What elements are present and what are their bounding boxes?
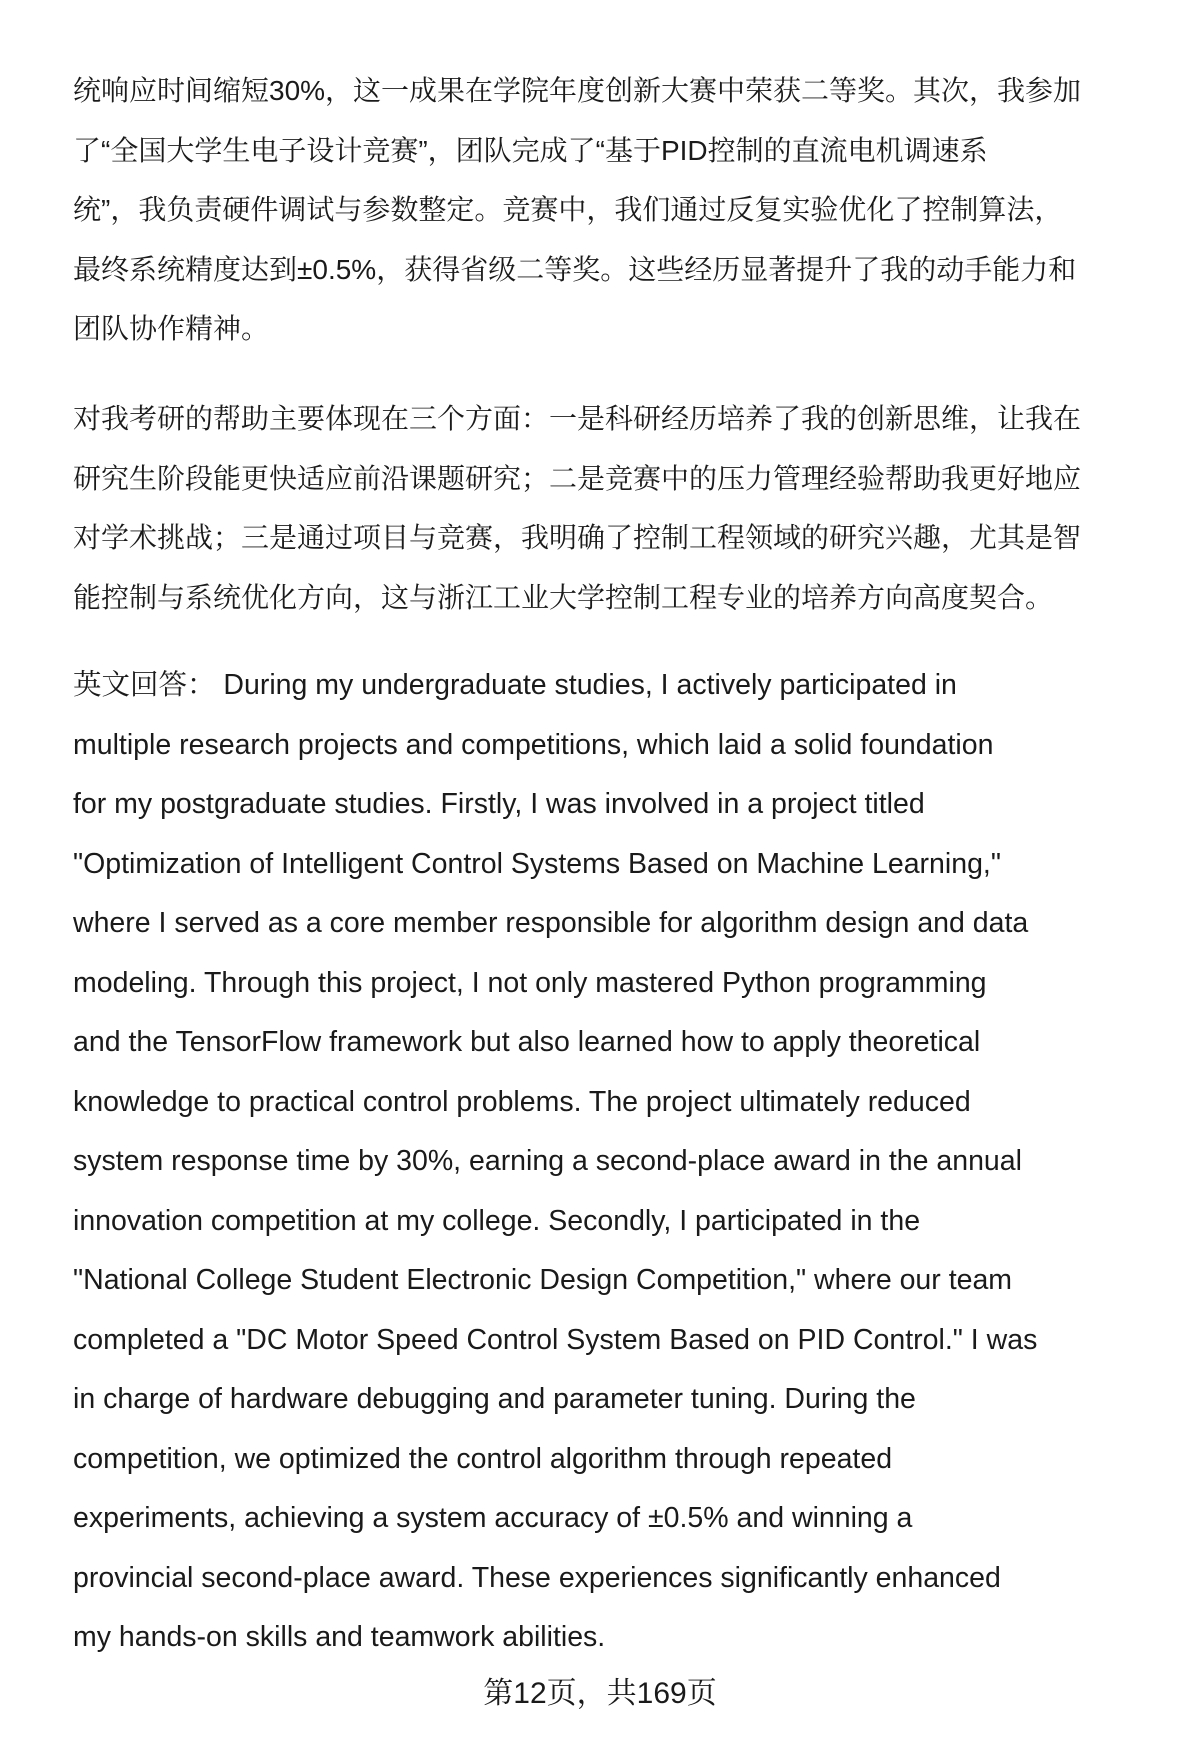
- text-line: where I served as a core member responsible for algorithm design and data: [73, 907, 1029, 939]
- text-line: 能控制与系统优化方向，这与浙江工业大学控制工程专业的培养方向高度契合。: [73, 581, 1054, 613]
- page-number: 第12页，共169页: [483, 1677, 717, 1710]
- text-line: for my postgraduate studies. Firstly, I was involved in a project titled: [73, 788, 925, 820]
- text-line: 对学术挑战；三是通过项目与竞赛，我明确了控制工程领域的研究兴趣，尤其是智: [73, 522, 1082, 553]
- text-line: knowledge to practical control problems. The project ultimately reduced: [73, 1085, 971, 1118]
- text-line: multiple research projects and competitions, which laid a solid foundation: [73, 728, 994, 761]
- paragraph-english-answer: [73, 656, 1173, 1668]
- text-line: 英文回答： During my undergraduate studies, I actively participated in: [73, 669, 957, 701]
- text-line: 对我考研的帮助主要体现在三个方面：一是科研经历培养了我的创新思维，让我在: [73, 403, 1082, 434]
- text-line: "Optimization of Intelligent Control Systems Based on Machine Learning,": [73, 847, 1001, 880]
- text-line: "National College Student Electronic Design Competition," where our team: [73, 1264, 1013, 1296]
- paragraph-chinese-help: [73, 389, 1173, 627]
- text-line: innovation competition at my college. Secondly, I participated in the: [73, 1204, 921, 1237]
- text-line: 统响应时间缩短30%，这一成果在学院年度创新大赛中荣获二等奖。其次，我参加: [73, 75, 1082, 106]
- text-line: 研究生阶段能更快适应前沿课题研究；二是竞赛中的压力管理经验帮助我更好地应: [73, 462, 1082, 494]
- paragraph-chinese-experience: [73, 61, 1173, 359]
- text-line: provincial second-place award. These experiences significantly enhanced: [73, 1561, 1001, 1594]
- text-line: 了“全国大学生电子设计竞赛”，团队完成了“基于PID控制的直流电机调速系: [73, 134, 988, 166]
- text-line: in charge of hardware debugging and parameter tuning. During the: [73, 1383, 916, 1415]
- text-line: system response time by 30%, earning a second-place award in the annual: [73, 1145, 1022, 1177]
- text-line: completed a "DC Motor Speed Control System Based on PID Control." I was: [73, 1323, 1038, 1356]
- text-line: experiments, achieving a system accuracy of ±0.5% and winning a: [73, 1502, 913, 1534]
- text-line: 统”，我负责硬件调试与参数整定。竞赛中，我们通过反复实验优化了控制算法，: [73, 194, 1063, 225]
- text-line: my hands-on skills and teamwork abilities.: [73, 1621, 606, 1653]
- text-line: competition, we optimized the control algorithm through repeated: [73, 1442, 893, 1475]
- text-line: 最终系统精度达到±0.5%，获得省级二等奖。这些经历显著提升了我的动手能力和: [73, 253, 1077, 285]
- text-line: 团队协作精神。: [73, 313, 270, 344]
- text-line: modeling. Through this project, I not only mastered Python programming: [73, 966, 987, 999]
- text-line: and the TensorFlow framework but also learned how to apply theoretical: [73, 1026, 981, 1058]
